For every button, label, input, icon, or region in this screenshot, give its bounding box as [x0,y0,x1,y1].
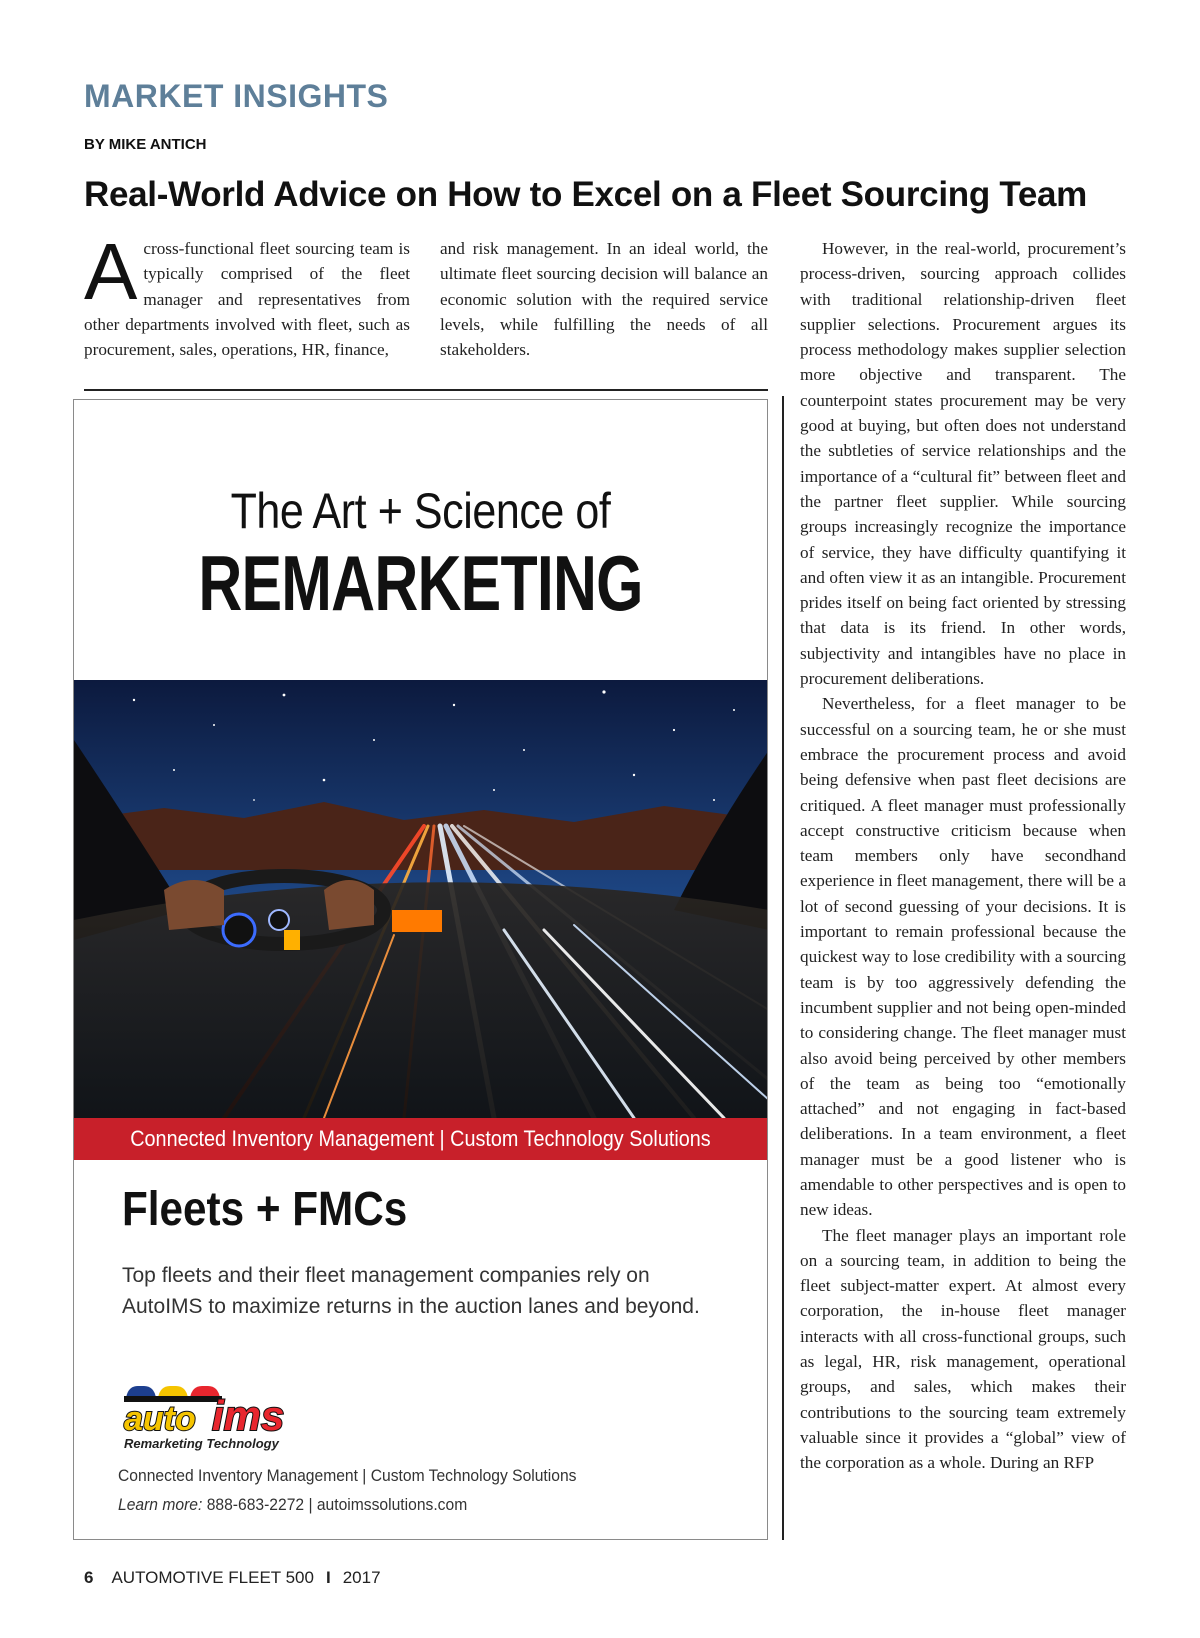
article-text-col2: and risk management. In an ideal world, the ultimate fleet sourcing decision will balance an economic solution with the required service levels, while fulfilling the needs of all stakeholders. [440,239,768,360]
article-column-3 [800,236,1126,1476]
ad-contact-line1: Connected Inventory Management | Custom Technology Solutions [118,1466,577,1485]
ad-contact-info[interactable]: 888-683-2272 | autoimssolutions.com [206,1495,468,1514]
page-number: 6 [84,1568,94,1587]
article-column-1 [84,227,410,362]
byline: BY MIKE ANTICH [84,136,207,153]
ad-body: Top fleets and their fleet management companies rely on AutoIMS to maximize returns in the auction lanes and beyond. [122,1264,700,1318]
logo-word-ims: ims [212,1392,285,1439]
logo-word-auto: auto [124,1400,196,1438]
horizontal-rule [84,389,768,391]
article-column-2 [440,236,768,362]
article-paragraph: The fleet manager plays an important role on a sourcing team, in addition to being the fleet subject-matter expert. At almost every corporation, the in-house fleet manager interacts with all cross-functional groups, such as legal, HR, risk management, operational groups, and sales, which makes their contributions to the sourcing team extremely valuable since it provides a “global” view of the corporation as a whole. During an RFP [800,1225,1126,1473]
learn-more-label: Learn more: [118,1495,203,1514]
advertisement [73,399,768,1540]
ad-band-text: Connected Inventory Management | Custom Technology Solutions [130,1126,711,1151]
ad-title-line2: REMARKETING [198,539,643,627]
publication-year: 2017 [342,1568,381,1587]
logo-tagline: Remarketing Technology [124,1436,279,1451]
ad-subhead: Fleets + FMCs [122,1183,408,1236]
headline: Real-World Advice on How to Excel on a Fleet Sourcing Team [84,175,1087,214]
vertical-rule [782,396,784,1540]
drop-cap: A [84,227,138,316]
footer-separator: I [325,1568,331,1587]
article-text-col1: cross-functional fleet sourcing team is typically comprised of the fleet manager and representatives from other departments involved with fleet, such as procurement, sales, operations, HR, finance, [84,239,410,360]
ad-title-line1: The Art + Science of [230,483,611,539]
article-paragraph: Nevertheless, for a fleet manager to be successful on a sourcing team, he or she must embrace the procurement process and avoid being defensive when past fleet decisions are critiqued. A fleet manager must professionally accept constructive criticism because when team members only have secondhand experience in fleet management, there will be a lot of second guessing of your decisions. It is important to remain professional because the quickest way to lose credibility with a sourcing team is by too aggressively defending the incumbent supplier and not being open-minded to considering change. The fleet manager must also avoid being perceived by other members of the team as being too “emotionally attached” and not engaging in fact-based deliberations. In a team environment, a fleet manager must be a good listener who is amendable to other perspectives and is open to new ideas. [800,694,1126,1220]
ad-contact-line2 [118,1495,467,1515]
ad-red-band [74,1118,767,1160]
article-paragraph: However, in the real-world, procurement’s process-driven, sourcing approach collides with traditional relationship-driven fleet supplier selections. Procurement argues its process methodology makes supplier selection more objective and transparent. The counterpoint states procurement may be very good at buying, but often does not understand the subtleties of service relationships and the importance of a “cultural fit” between fleet and the partner fleet supplier. While sourcing groups increasingly recognize the importance of service, they have difficulty quantifying it and often view it as an intangible. Procurement prides itself on being fact oriented by stressing that data is its friend. In other words, subjectivity and intangibles have no place in procurement deliberations. [800,239,1126,689]
page-footer [84,1568,381,1588]
publication-name: AUTOMOTIVE FLEET 500 [111,1568,314,1587]
section-label: MARKET INSIGHTS [84,78,389,114]
ad-photo-car-interior [74,680,768,1118]
